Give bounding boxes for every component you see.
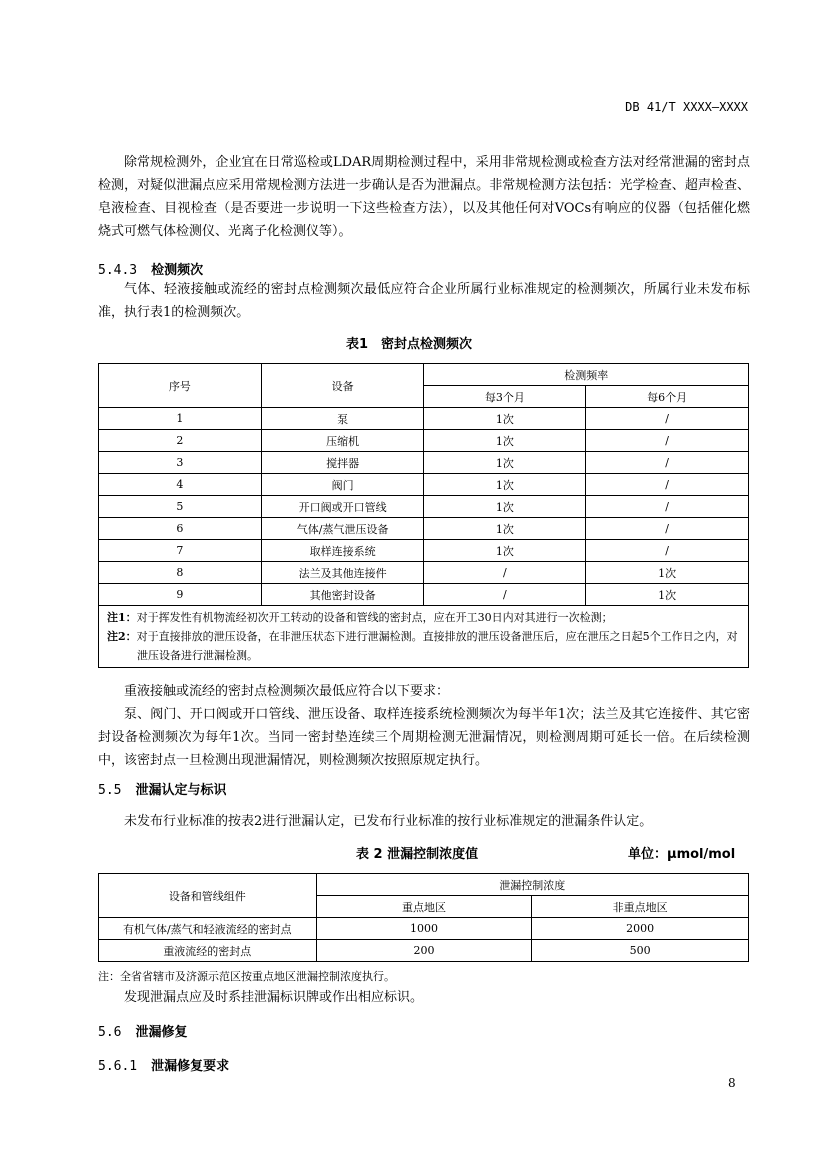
table-row xyxy=(99,518,749,540)
note-2 xyxy=(107,627,744,665)
table2-unit: 单位：μmol/mol xyxy=(628,847,736,862)
table-row xyxy=(99,408,749,430)
cell: 1次 xyxy=(424,452,586,474)
section-5-6-heading xyxy=(98,1021,188,1040)
table2-caption: 表 2 泄漏控制浓度值 xyxy=(356,847,479,862)
table1-header-frequency: 检测频率 xyxy=(424,364,749,386)
cell: / xyxy=(586,496,749,518)
cell: 阀门 xyxy=(261,474,424,496)
cell: 开口阀或开口管线 xyxy=(261,496,424,518)
cell: 500 xyxy=(532,940,749,962)
note-text: 对于挥发性有机物流经初次开工转动的设备和管线的密封点，应在开工30日内对其进行一次检测； xyxy=(136,611,613,624)
cell: / xyxy=(586,540,749,562)
cell: 5 xyxy=(99,496,262,518)
cell: / xyxy=(586,452,749,474)
cell: 4 xyxy=(99,474,262,496)
document-code-header: DB 41/T XXXX—XXXX xyxy=(625,100,748,114)
section-title: 泄漏修复要求 xyxy=(151,1059,230,1074)
notes-cell xyxy=(99,606,749,668)
paragraph-leak-determination: 未发布行业标准的按表2进行泄漏认定，已发布行业标准的按行业标准规定的泄漏条件认定。 xyxy=(124,814,653,829)
cell: 气体/蒸气泄压设备 xyxy=(261,518,424,540)
cell: / xyxy=(424,584,586,606)
cell: 1次 xyxy=(586,584,749,606)
note-label: 注2： xyxy=(107,630,137,643)
note-label: 注1： xyxy=(107,611,137,624)
table-row xyxy=(99,540,749,562)
cell: / xyxy=(586,430,749,452)
cell: 1次 xyxy=(424,474,586,496)
cell: / xyxy=(586,474,749,496)
cell: 1次 xyxy=(424,430,586,452)
note-1 xyxy=(107,608,744,627)
cell: 重液流经的密封点 xyxy=(99,940,317,962)
section-title: 泄漏修复 xyxy=(135,1025,188,1040)
section-title: 检测频次 xyxy=(151,263,204,278)
cell: 7 xyxy=(99,540,262,562)
section-5-6-1-heading xyxy=(98,1055,229,1074)
table1-header-6months: 每6个月 xyxy=(586,386,749,408)
cell: 200 xyxy=(316,940,532,962)
cell: / xyxy=(424,562,586,584)
cell: 其他密封设备 xyxy=(261,584,424,606)
cell: 1次 xyxy=(424,540,586,562)
table2-note: 注：全省省辖市及济源示范区按重点地区泄漏控制浓度执行。 xyxy=(98,970,395,983)
table2-leak-threshold xyxy=(98,873,749,962)
cell: / xyxy=(586,518,749,540)
cell: 9 xyxy=(99,584,262,606)
cell: / xyxy=(586,408,749,430)
table2-header-key-area: 重点地区 xyxy=(316,896,532,918)
section-number: 5.5 xyxy=(98,783,122,798)
note-text: 对于直接排放的泄压设备，在非泄压状态下进行泄漏检测。直接排放的泄压设备泄压后，应在泄压之日起5个工作日之内，对泄压设备进行泄漏检测。 xyxy=(136,630,738,662)
paragraph-leak-marking: 发现泄漏点应及时系挂泄漏标识牌或作出相应标识。 xyxy=(124,990,424,1005)
cell: 8 xyxy=(99,562,262,584)
section-5-5-heading xyxy=(98,779,227,798)
paragraph-frequency-requirement: 气体、轻液接触或流经的密封点检测频次最低应符合企业所属行业标准规定的检测频次，所属行业未发布标准，执行表1的检测频次。 xyxy=(98,282,750,320)
section-number: 5.6.1 xyxy=(98,1059,138,1074)
cell: 压缩机 xyxy=(261,430,424,452)
cell: 6 xyxy=(99,518,262,540)
table1-detection-frequency xyxy=(98,363,749,668)
table1-notes xyxy=(99,606,749,668)
cell: 1次 xyxy=(586,562,749,584)
cell: 2 xyxy=(99,430,262,452)
table2-header-concentration: 泄漏控制浓度 xyxy=(316,874,748,896)
table-row xyxy=(99,940,749,962)
cell: 3 xyxy=(99,452,262,474)
cell: 有机气体/蒸气和轻液流经的密封点 xyxy=(99,918,317,940)
table1-header-equipment: 设备 xyxy=(261,364,424,408)
cell: 1次 xyxy=(424,518,586,540)
paragraph-heavy-liquid-intro: 重液接触或流经的密封点检测频次最低应符合以下要求： xyxy=(124,684,450,699)
table-row xyxy=(99,496,749,518)
cell: 搅拌器 xyxy=(261,452,424,474)
cell: 1 xyxy=(99,408,262,430)
cell: 取样连接系统 xyxy=(261,540,424,562)
cell: 泵 xyxy=(261,408,424,430)
cell: 1000 xyxy=(316,918,532,940)
section-title: 泄漏认定与标识 xyxy=(135,783,227,798)
table1-caption: 表1 密封点检测频次 xyxy=(346,337,473,352)
cell: 1次 xyxy=(424,408,586,430)
table-row xyxy=(99,452,749,474)
table-row xyxy=(99,562,749,584)
table1-header-3months: 每3个月 xyxy=(424,386,586,408)
paragraph-unconventional-detection: 除常规检测外，企业宜在日常巡检或LDAR周期检测过程中，采用非常规检测或检查方法对经常泄漏的密封点检测，对疑似泄漏点应采用常规检测方法进一步确认是否为泄漏点。非常规检测方法包括：光学检查、超声检查、皂液检查、目视检查（是否要进一步说明一下这些检查方法），以及其他任何对VOCs有响应的仪器（包括催化燃烧式可燃气体检测仪、光离子化检测仪等）。 xyxy=(98,155,750,239)
cell: 1次 xyxy=(424,496,586,518)
table-row xyxy=(99,474,749,496)
section-5-4-3-heading xyxy=(98,259,203,278)
table2-header-nonkey-area: 非重点地区 xyxy=(532,896,749,918)
section-number: 5.6 xyxy=(98,1025,122,1040)
table-row xyxy=(99,430,749,452)
table-row xyxy=(99,584,749,606)
cell: 2000 xyxy=(532,918,749,940)
table-row xyxy=(99,918,749,940)
paragraph-heavy-liquid-frequency: 泵、阀门、开口阀或开口管线、泄压设备、取样连接系统检测频次为每半年1次；法兰及其它连接件、其它密封设备检测频次为每年1次。当同一密封垫连续三个周期检测无泄漏情况，则检测周期可延长一倍。在后续检测中，该密封点一旦检测出现泄漏情况，则检测频次按照原规定执行。 xyxy=(98,707,750,768)
section-number: 5.4.3 xyxy=(98,263,138,278)
cell: 法兰及其他连接件 xyxy=(261,562,424,584)
table1-header-seq: 序号 xyxy=(99,364,262,408)
table2-header-component: 设备和管线组件 xyxy=(99,874,317,918)
page-number: 8 xyxy=(728,1076,736,1090)
